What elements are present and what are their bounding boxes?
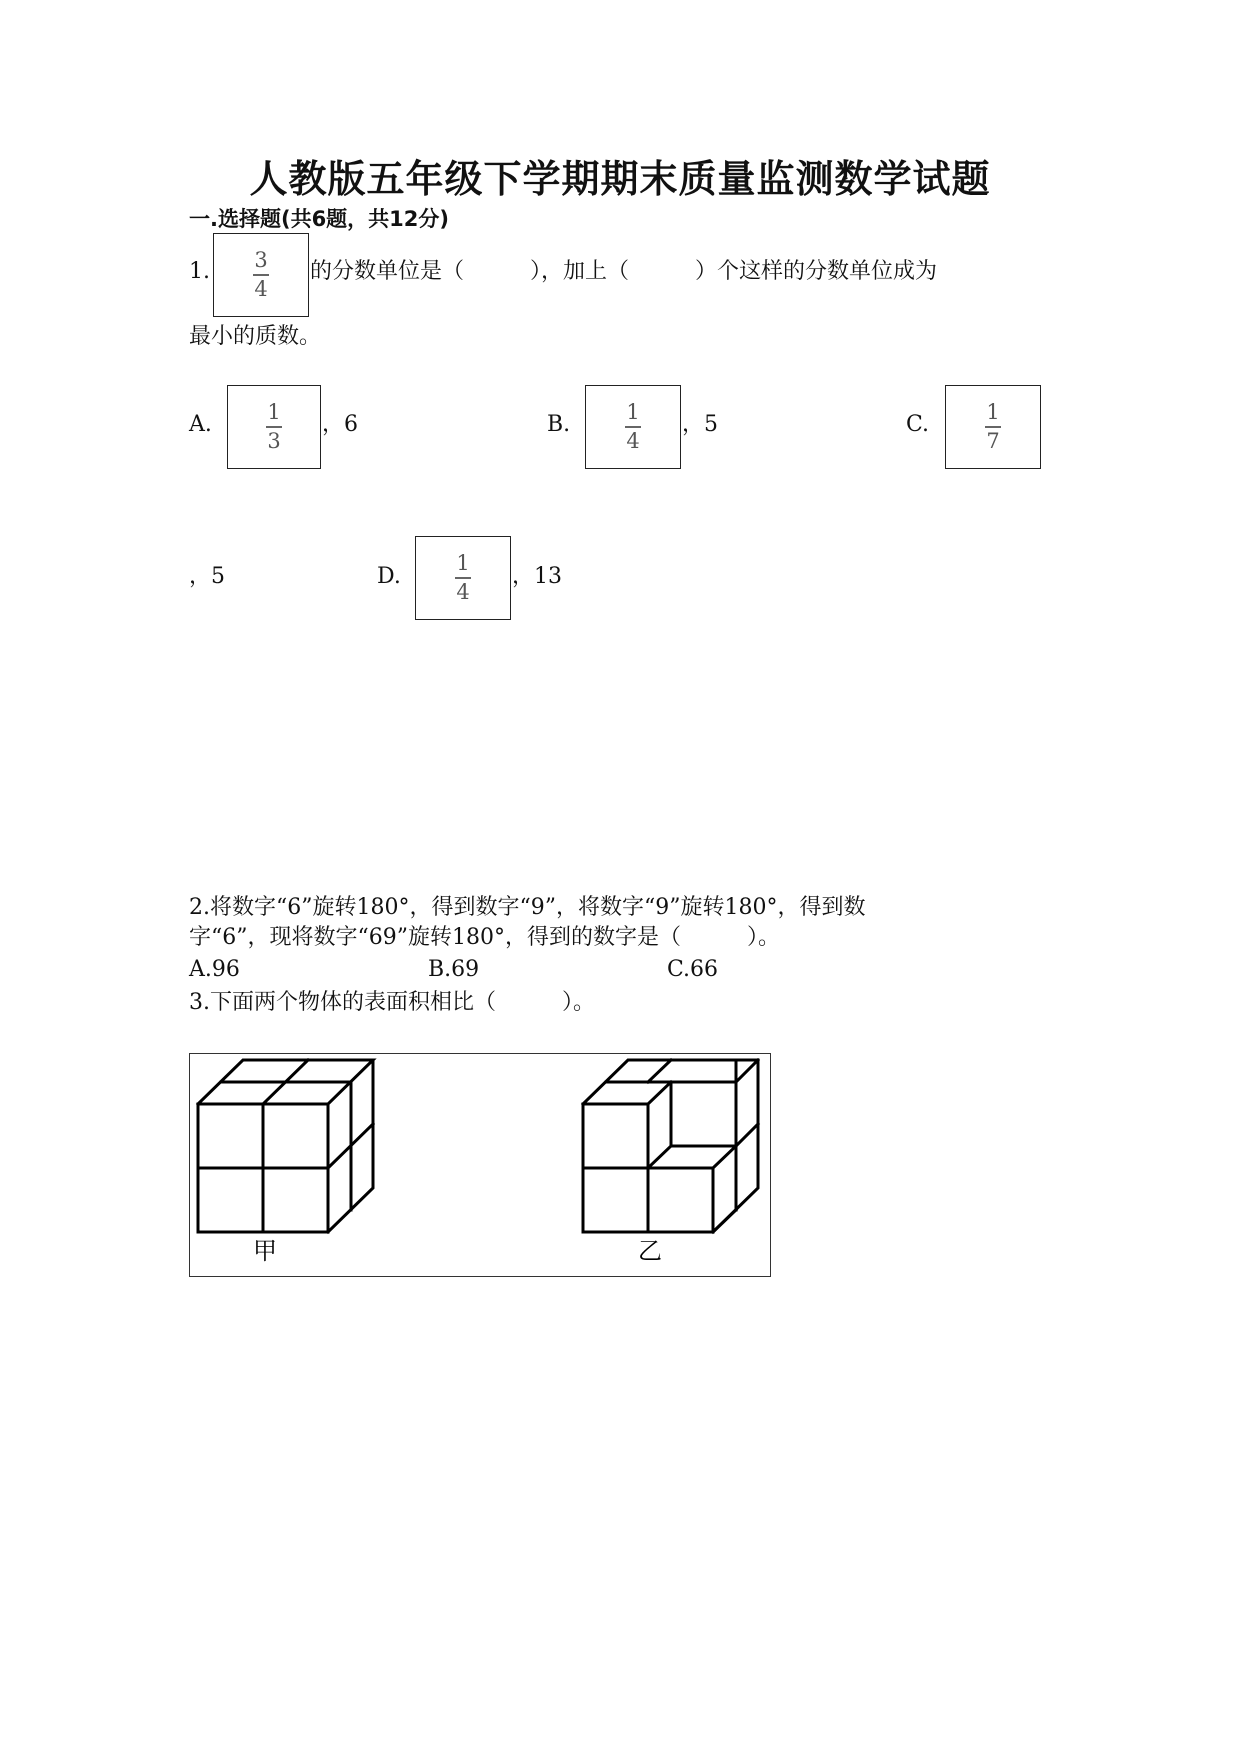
cube-jia xyxy=(198,1060,373,1232)
q2-text-line1: 2.将数字“6”旋转180°，得到数字“9”，将数字“9”旋转180°，得到数 xyxy=(189,895,866,920)
q1-option-c-fraction-box xyxy=(945,385,1041,469)
fraction-numerator: 1 xyxy=(986,400,1000,425)
q1-option-a-label[interactable]: A. xyxy=(189,412,212,437)
q3-text: 3.下面两个物体的表面积相比（ ）。 xyxy=(189,990,595,1015)
q1-option-b-suffix: ，5 xyxy=(682,412,718,437)
q1-number: 1. xyxy=(189,259,210,284)
q1-text-line1: 的分数单位是（ ），加上（ ）个这样的分数单位成为 xyxy=(310,259,938,284)
q1-option-b-label[interactable]: B. xyxy=(547,412,571,437)
section-heading: 一.选择题(共6题，共12分) xyxy=(189,207,450,231)
fraction-denominator: 4 xyxy=(254,276,268,301)
q1-option-a-fraction-box xyxy=(227,385,321,469)
q1-text-line2: 最小的质数。 xyxy=(189,324,322,349)
fraction-numerator: 1 xyxy=(626,400,640,425)
q2-option-b[interactable]: B.69 xyxy=(428,957,480,982)
fraction-denominator: 3 xyxy=(267,428,281,453)
fraction-bar xyxy=(253,274,269,276)
fraction-bar xyxy=(266,426,282,428)
q2-option-c[interactable]: C.66 xyxy=(667,957,719,982)
cube-figure-svg xyxy=(190,1054,769,1275)
fraction-denominator: 7 xyxy=(986,428,1000,453)
q2-text-line2: 字“6”，现将数字“69”旋转180°，得到的数字是（ ）。 xyxy=(189,925,780,950)
page-title: 人教版五年级下学期期末质量监测数学试题 xyxy=(249,157,991,201)
q1-option-d-label[interactable]: D. xyxy=(377,564,401,589)
label-yi: 乙 xyxy=(638,1237,662,1265)
fraction-numerator: 1 xyxy=(456,551,470,576)
fraction-bar xyxy=(625,426,641,428)
q3-figure xyxy=(189,1053,771,1277)
q1-option-d-fraction-box xyxy=(415,536,511,620)
fraction-denominator: 4 xyxy=(626,428,640,453)
label-jia: 甲 xyxy=(253,1237,277,1265)
q1-option-b-fraction-box xyxy=(585,385,681,469)
cube-yi xyxy=(583,1060,758,1232)
fraction-bar xyxy=(455,577,471,579)
q2-option-a[interactable]: A.96 xyxy=(189,957,240,982)
fraction-bar xyxy=(985,426,1001,428)
q1-option-a-suffix: ，6 xyxy=(322,412,358,437)
fraction-numerator: 1 xyxy=(267,400,281,425)
fraction-denominator: 4 xyxy=(456,579,470,604)
q1-option-c-suffix: ，5 xyxy=(189,564,225,589)
q1-option-d-suffix: ，13 xyxy=(512,564,562,589)
q1-fraction xyxy=(253,250,269,300)
q1-fraction-box xyxy=(213,233,309,317)
q1-option-c-label[interactable]: C. xyxy=(906,412,930,437)
fraction-numerator: 3 xyxy=(254,248,268,273)
